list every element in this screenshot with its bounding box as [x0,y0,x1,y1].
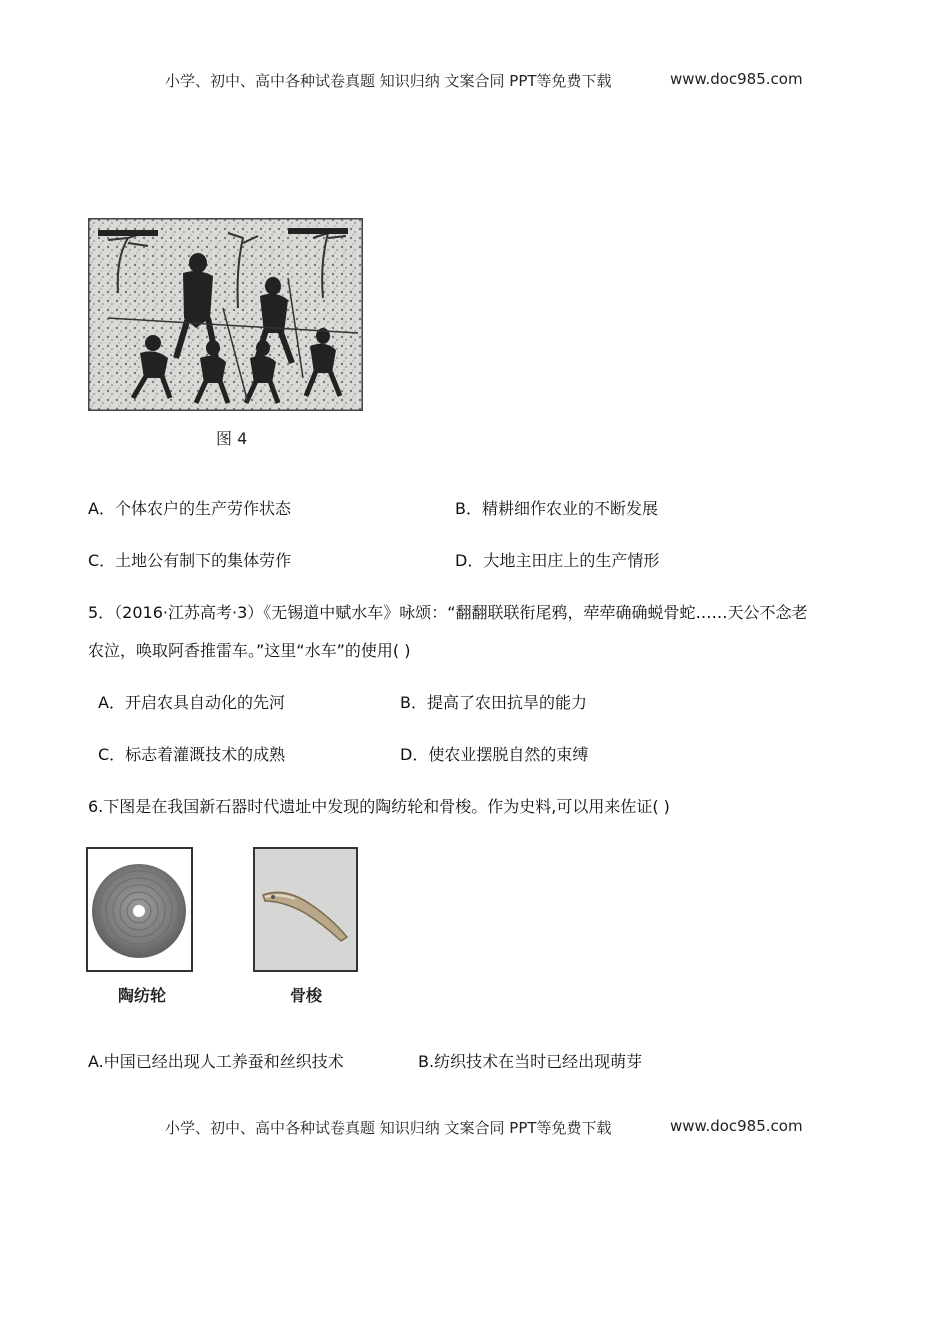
q5-option-c: C．标志着灌溉技术的成熟 [98,745,286,764]
q4-option-d: D．大地主田庄上的生产情形 [455,551,660,570]
q5-option-a: A．开启农具自动化的先河 [98,693,285,712]
q5-stem-line2: 农泣，唤取阿香推雷车。”这里“水车”的使用( ) [88,641,411,660]
q4-option-b: B．精耕细作农业的不断发展 [455,499,658,518]
q6-stem: 6.下图是在我国新石器时代遗址中发现的陶纺轮和骨梭。作为史料,可以用来佐证( ) [88,797,670,816]
bone-shuttle-image [253,847,358,972]
q4-option-c: C．土地公有制下的集体劳作 [88,551,292,570]
header-url[interactable]: www.doc985.com [670,70,803,88]
footer-text: 小学、初中、高中各种试卷真题 知识归纳 文案合同 PPT等免费下载 [165,1119,612,1137]
q5-option-d: D．使农业摆脱自然的束缚 [400,745,589,764]
figure-4-caption: 图 4 [216,429,248,448]
q6-option-a: A.中国已经出现人工养蚕和丝织技术 [88,1052,344,1071]
q5-option-b: B．提高了农田抗旱的能力 [400,693,587,712]
q4-option-a: A．个体农户的生产劳作状态 [88,499,291,518]
figure-4-rubbing [88,218,363,411]
spindle-whorl-image [86,847,193,972]
q6-option-b: B.纺织技术在当时已经出现萌芽 [418,1052,643,1071]
footer-url[interactable]: www.doc985.com [670,1117,803,1135]
spindle-whorl-caption: 陶纺轮 [118,986,167,1005]
q5-stem-line1: 5．（2016·江苏高考·3）《无锡道中赋水车》咏颂：“翻翻联联衔尾鸦，荦荦确确蜕骨蛇……天公不念老 [88,603,808,622]
bone-shuttle-caption: 骨梭 [290,986,323,1005]
header-text: 小学、初中、高中各种试卷真题 知识归纳 文案合同 PPT等免费下载 [165,72,612,90]
